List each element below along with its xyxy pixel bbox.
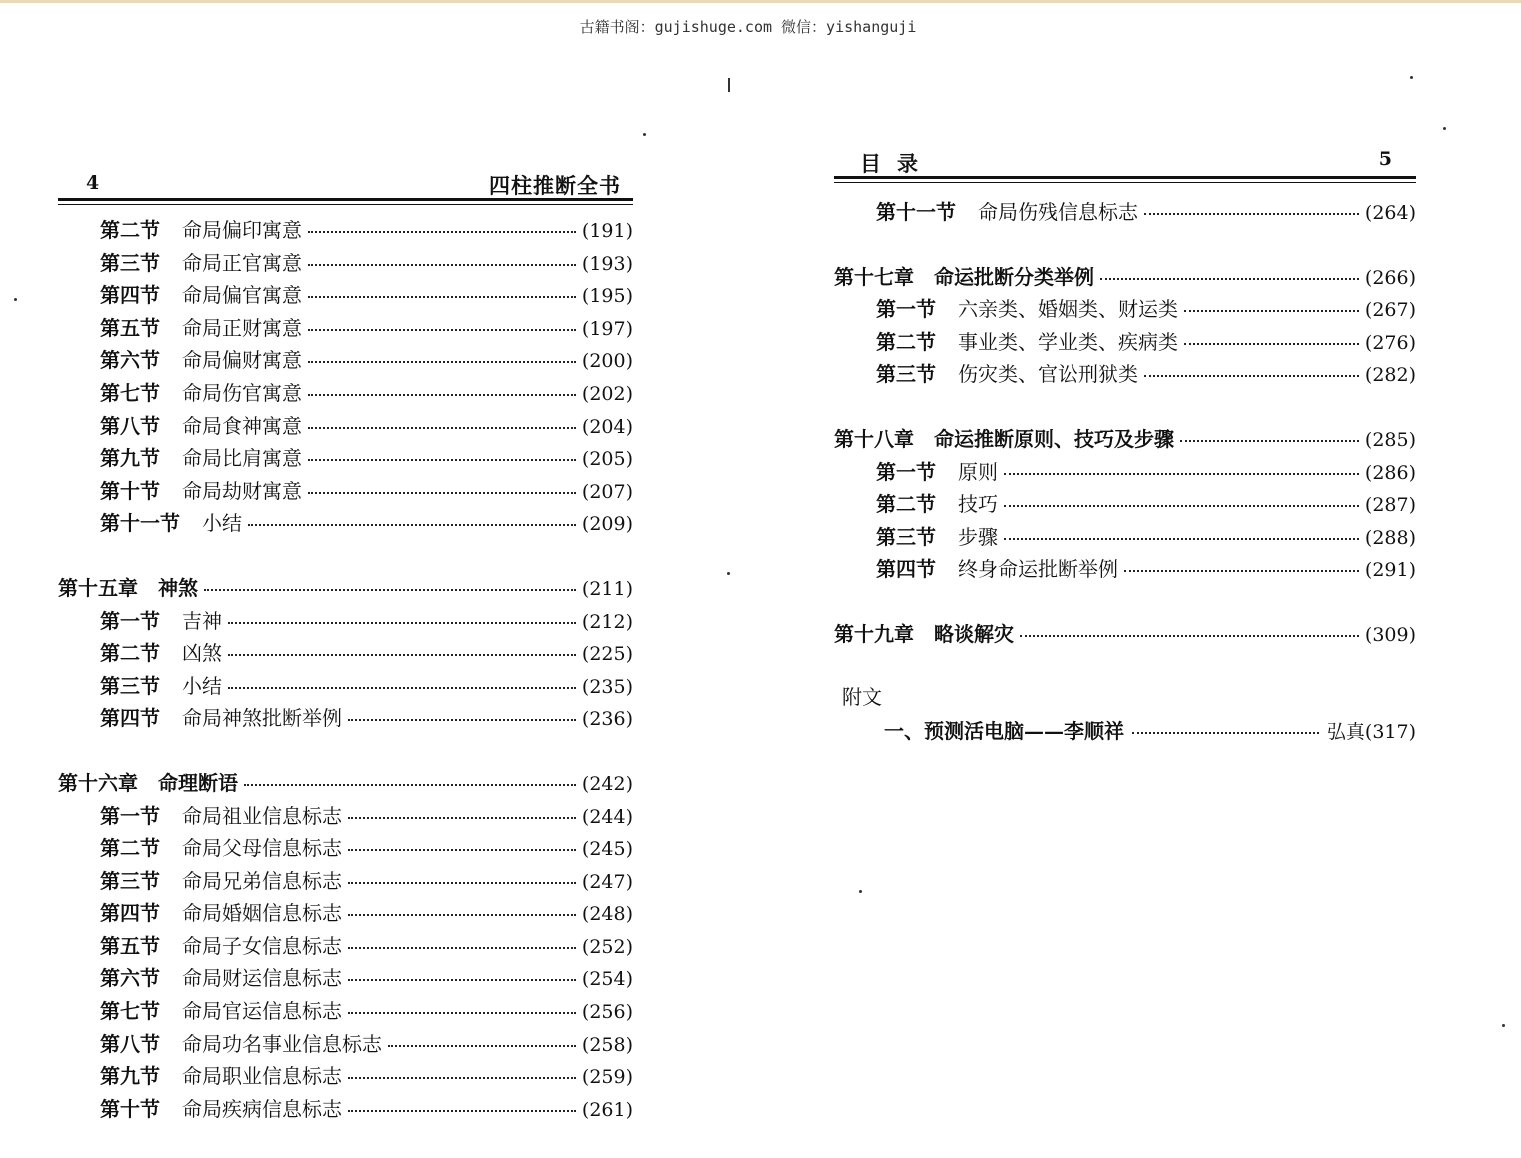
dot-leader [308, 459, 576, 461]
dot-leader [348, 1077, 576, 1079]
toc-section-entry [58, 800, 633, 833]
header-rule [834, 176, 1416, 179]
entry-page-number: (286) [1364, 461, 1416, 484]
entry-title: 终身命运批断举例 [958, 557, 1118, 582]
toc-entry-heading [100, 507, 242, 536]
entry-title: 步骤 [958, 524, 998, 549]
entry-title: 技巧 [958, 492, 998, 517]
toc-entry-heading [834, 618, 1014, 647]
section-number: 第四节 [876, 557, 936, 582]
toc-section-entry [58, 865, 633, 898]
entry-page-number: (248) [581, 903, 633, 926]
right-toc-list [834, 196, 1416, 651]
section-number: 第九节 [100, 1064, 160, 1089]
right-page [834, 140, 1416, 747]
toc-section-entry [58, 377, 633, 410]
entry-page-number: (193) [581, 252, 633, 275]
dot-leader [1184, 343, 1359, 345]
entry-title: 命局正官寓意 [182, 250, 302, 275]
scan-speck [859, 890, 862, 893]
appendix-entry [834, 715, 1416, 747]
toc-entry-heading [876, 358, 1138, 387]
left-toc-list [58, 214, 633, 1125]
entry-page-number: (267) [1364, 299, 1416, 322]
section-number: 第十节 [100, 478, 160, 503]
toc-section-entry [834, 456, 1416, 489]
toc-chapter-entry [58, 572, 633, 605]
toc-entry-heading [100, 962, 342, 991]
section-number: 第二节 [876, 492, 936, 517]
toc-entry-heading [100, 800, 342, 829]
entry-title: 命局食神寓意 [182, 413, 302, 438]
entry-title: 命局神煞批断举例 [182, 706, 342, 731]
toc-section-entry [58, 279, 633, 312]
scan-speck [1502, 1024, 1505, 1027]
toc-entry-heading [100, 897, 342, 926]
entry-page-number: (236) [581, 708, 633, 731]
dot-leader [228, 622, 576, 624]
scan-speck [14, 298, 17, 301]
toc-entry-heading [100, 377, 302, 406]
dot-leader [1100, 278, 1359, 280]
dot-leader [308, 361, 576, 363]
toc-section-entry [58, 832, 633, 865]
toc-entry-heading [100, 442, 302, 471]
section-number: 第八节 [100, 413, 160, 438]
toc-chapter-entry [58, 767, 633, 800]
toc-entry-heading [834, 261, 1094, 290]
section-number: 第七节 [100, 380, 160, 405]
section-number: 第五节 [100, 315, 160, 340]
entry-title: 命局偏印寓意 [182, 218, 302, 242]
toc-section-entry [58, 1028, 633, 1061]
entry-page-number: (202) [581, 382, 633, 405]
section-number: 第一节 [876, 459, 936, 484]
toc-section-entry [58, 214, 633, 247]
entry-title: 命局偏官寓意 [182, 283, 302, 308]
toc-chapter-entry [834, 261, 1416, 294]
entry-page-number: (261) [581, 1098, 633, 1121]
section-number: 第三节 [100, 868, 160, 893]
toc-section-entry [58, 962, 633, 995]
toc-chapter-entry [834, 618, 1416, 651]
section-number: 第九节 [100, 446, 160, 471]
dot-leader [228, 654, 576, 656]
toc-entry-heading [876, 293, 1178, 322]
contents-heading: 目录 [860, 151, 934, 176]
toc-entry-heading [876, 521, 998, 550]
dot-leader [308, 329, 576, 331]
toc-entry-heading [100, 1093, 342, 1122]
entry-title: 略谈解灾 [934, 621, 1014, 646]
dot-leader [1004, 505, 1359, 507]
entry-page-number: (205) [581, 448, 633, 471]
dot-leader [228, 687, 576, 689]
dot-leader [348, 947, 576, 949]
appendix-entry-title: 一、预测活电脑——李顺祥 [884, 718, 1124, 743]
section-number: 第十一节 [100, 511, 180, 536]
entry-page-number: (207) [581, 480, 633, 503]
top-border-strip [0, 0, 1521, 3]
section-number: 第四节 [100, 706, 160, 731]
entry-page-number: (212) [581, 610, 633, 633]
entry-title: 事业类、学业类、疾病类 [958, 329, 1178, 354]
section-number: 第三节 [876, 524, 936, 549]
entry-title: 原则 [958, 459, 998, 484]
toc-section-entry [58, 605, 633, 638]
entry-title: 命局子女信息标志 [182, 933, 342, 958]
header-rule-thin [834, 182, 1416, 183]
toc-section-entry [834, 358, 1416, 391]
dot-leader [308, 394, 576, 396]
left-page-number: 4 [86, 172, 100, 194]
toc-section-entry [58, 702, 633, 735]
entry-page-number: (244) [581, 805, 633, 828]
entry-page-number: (291) [1364, 559, 1416, 582]
entry-title: 六亲类、婚姻类、财运类 [958, 297, 1178, 322]
toc-entry-heading [58, 572, 198, 601]
entry-title: 命局婚姻信息标志 [182, 901, 342, 926]
section-number: 第五节 [100, 933, 160, 958]
section-number: 第二节 [100, 218, 160, 242]
entry-page-number: (264) [1364, 202, 1416, 224]
entry-page-number: (197) [581, 317, 633, 340]
entry-title: 命局正财寓意 [182, 315, 302, 340]
toc-entry-heading [100, 247, 302, 276]
dot-leader [348, 1012, 576, 1014]
right-page-number: 5 [1378, 148, 1392, 170]
toc-section-entry [58, 930, 633, 963]
right-page-header [834, 140, 1416, 180]
entry-page-number: (209) [581, 513, 633, 536]
entry-title: 凶煞 [182, 641, 222, 666]
dot-leader [348, 914, 576, 916]
toc-section-entry [834, 553, 1416, 586]
section-number: 第六节 [100, 348, 160, 373]
toc-entry-heading [100, 214, 302, 243]
toc-entry-heading [876, 488, 998, 517]
entry-title: 命局祖业信息标志 [182, 803, 342, 828]
toc-section-entry [58, 247, 633, 280]
entry-title: 命局职业信息标志 [182, 1064, 342, 1089]
entry-page-number: (285) [1364, 428, 1416, 451]
dot-leader [1004, 473, 1359, 475]
section-number: 第八节 [100, 1031, 160, 1056]
section-number: 第七节 [100, 999, 160, 1024]
entry-title: 命理断语 [158, 770, 238, 795]
toc-section-entry [58, 344, 633, 377]
dot-leader [348, 817, 576, 819]
toc-section-entry [834, 521, 1416, 554]
dot-leader [308, 264, 576, 266]
toc-entry-heading [58, 767, 238, 796]
toc-entry-heading [100, 605, 222, 634]
section-number: 第四节 [100, 283, 160, 308]
header-rule [58, 198, 633, 201]
toc-section-entry [58, 995, 633, 1028]
toc-entry-heading [100, 279, 302, 308]
left-page-header [58, 160, 633, 200]
toc-entry-heading [876, 553, 1118, 582]
dot-leader [308, 231, 576, 233]
entry-page-number: (242) [581, 772, 633, 795]
dot-leader [388, 1045, 576, 1047]
toc-entry-heading [100, 865, 342, 894]
left-page [58, 160, 633, 1125]
header-rule-thin [58, 204, 633, 205]
section-number: 第一节 [876, 297, 936, 322]
section-number: 第六节 [100, 966, 160, 991]
watermark-text: 古籍书阁：gujishuge.com 微信：yishanguji [579, 18, 917, 36]
dot-leader [348, 849, 576, 851]
entry-title: 命局偏财寓意 [182, 348, 302, 373]
toc-section-entry [58, 507, 633, 540]
book-title: 四柱推断全书 [489, 173, 621, 198]
entry-title: 命局比肩寓意 [182, 446, 302, 471]
scan-speck [643, 133, 646, 136]
section-number: 第一节 [100, 608, 160, 633]
chapter-number: 第十九章 [834, 621, 914, 646]
dot-leader [348, 882, 576, 884]
section-number: 第三节 [876, 362, 936, 387]
section-number: 第四节 [100, 901, 160, 926]
entry-title: 命局功名事业信息标志 [182, 1031, 382, 1056]
dot-leader [248, 524, 576, 526]
toc-entry-heading [100, 832, 342, 861]
toc-entry-heading [100, 1028, 382, 1057]
toc-section-entry [58, 442, 633, 475]
toc-entry-heading [876, 326, 1178, 355]
toc-entry-heading [100, 995, 342, 1024]
dot-leader [1132, 732, 1319, 734]
chapter-number: 第十六章 [58, 770, 138, 795]
entry-page-number: (225) [581, 643, 633, 666]
entry-title: 神煞 [158, 575, 198, 600]
dot-leader [308, 427, 576, 429]
toc-entry-heading [100, 475, 302, 504]
entry-page-number: (288) [1364, 526, 1416, 549]
section-number: 第十一节 [876, 200, 956, 224]
dot-leader [308, 296, 576, 298]
dot-leader [308, 492, 576, 494]
scan-speck [1443, 127, 1446, 130]
toc-section-entry [58, 670, 633, 703]
scan-speck [727, 572, 730, 575]
entry-page-number: (258) [581, 1033, 633, 1056]
dot-leader [204, 589, 576, 591]
entry-page-number: (266) [1364, 266, 1416, 289]
toc-section-entry [58, 475, 633, 508]
toc-section-entry [58, 312, 633, 345]
dot-leader [1184, 310, 1359, 312]
toc-section-entry [834, 293, 1416, 326]
toc-section-entry [58, 410, 633, 443]
dot-leader [348, 719, 576, 721]
appendix-entry-author-page: 弘真(317) [1326, 720, 1416, 743]
entry-page-number: (211) [581, 577, 633, 600]
dot-leader [244, 784, 576, 786]
entry-page-number: (287) [1364, 494, 1416, 517]
dot-leader [1020, 635, 1359, 637]
dot-leader [348, 979, 576, 981]
entry-page-number: (200) [581, 350, 633, 373]
toc-section-entry [834, 488, 1416, 521]
toc-entry-heading [876, 196, 1138, 225]
entry-page-number: (309) [1364, 623, 1416, 646]
appendix-heading: 附文 [842, 684, 882, 709]
section-number: 第三节 [100, 250, 160, 275]
entry-title: 命局兄弟信息标志 [182, 868, 342, 893]
dot-leader [1144, 213, 1359, 215]
entry-title: 命运推断原则、技巧及步骤 [934, 426, 1174, 451]
entry-page-number: (252) [581, 935, 633, 958]
chapter-number: 第十八章 [834, 426, 914, 451]
toc-section-entry [58, 637, 633, 670]
dot-leader [348, 1110, 576, 1112]
entry-title: 吉神 [182, 608, 222, 633]
toc-entry-heading [100, 670, 222, 699]
entry-page-number: (191) [581, 220, 633, 242]
dot-leader [1144, 375, 1359, 377]
entry-title: 命局伤官寓意 [182, 380, 302, 405]
toc-entry-heading [100, 344, 302, 373]
section-number: 第十节 [100, 1096, 160, 1121]
entry-page-number: (282) [1364, 364, 1416, 387]
entry-page-number: (256) [581, 1001, 633, 1024]
toc-entry-heading [100, 637, 222, 666]
chapter-number: 第十五章 [58, 575, 138, 600]
toc-entry-heading [100, 1060, 342, 1089]
section-number: 第三节 [100, 673, 160, 698]
section-number: 第二节 [100, 641, 160, 666]
entry-title: 命局劫财寓意 [182, 478, 302, 503]
entry-page-number: (195) [581, 285, 633, 308]
section-number: 第二节 [876, 329, 936, 354]
chapter-number: 第十七章 [834, 264, 914, 289]
dot-leader [1124, 570, 1359, 572]
dot-leader [1180, 440, 1359, 442]
toc-entry-heading [876, 456, 998, 485]
entry-page-number: (247) [581, 870, 633, 893]
toc-entry-heading [100, 702, 342, 731]
entry-title: 命局伤残信息标志 [978, 200, 1138, 224]
scan-speck [728, 78, 730, 92]
toc-section-entry [58, 1093, 633, 1126]
toc-section-entry [834, 196, 1416, 229]
section-number: 第一节 [100, 803, 160, 828]
toc-section-entry [834, 326, 1416, 359]
entry-page-number: (245) [581, 838, 633, 861]
entry-page-number: (235) [581, 675, 633, 698]
entry-title: 命局财运信息标志 [182, 966, 342, 991]
dot-leader [1004, 538, 1359, 540]
entry-title: 命运批断分类举例 [934, 264, 1094, 289]
toc-chapter-entry [834, 423, 1416, 456]
entry-title: 命局父母信息标志 [182, 836, 342, 861]
toc-section-entry [58, 897, 633, 930]
entry-page-number: (254) [581, 968, 633, 991]
entry-title: 命局疾病信息标志 [182, 1096, 342, 1121]
toc-entry-heading [100, 312, 302, 341]
section-number: 第二节 [100, 836, 160, 861]
entry-page-number: (259) [581, 1066, 633, 1089]
entry-title: 小结 [182, 673, 222, 698]
toc-section-entry [58, 1060, 633, 1093]
toc-entry-heading [100, 410, 302, 439]
entry-title: 命局官运信息标志 [182, 999, 342, 1024]
scan-speck [1410, 76, 1413, 79]
entry-page-number: (204) [581, 415, 633, 438]
toc-entry-heading [100, 930, 342, 959]
entry-title: 小结 [202, 511, 242, 536]
toc-entry-heading [834, 423, 1174, 452]
entry-page-number: (276) [1364, 331, 1416, 354]
entry-title: 伤灾类、官讼刑狱类 [958, 362, 1138, 387]
